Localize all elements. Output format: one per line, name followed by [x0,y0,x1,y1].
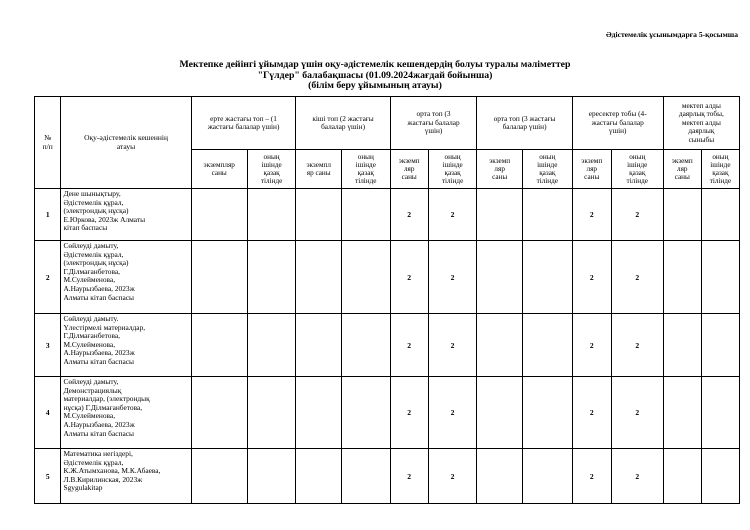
cell-value [663,241,701,314]
cell-value: 2 [572,314,611,377]
row-number: 1 [35,189,61,241]
table-row [35,241,740,314]
title-line-3: (білім беру ұйымының атауы) [308,80,442,92]
table-row [35,189,740,241]
title-line-2: "Гүлдер" балабақшасы (01.09.2024жағдай бойынша) [257,69,493,81]
group-header-middle-a: орта топ (3 жастағы балалар үшін) [390,97,477,150]
row-title: Сөйлеуді дамыту, Демонстрациялық материалдар, (электрондық нұсқа) Г.Ділмағанбетова, М.Сулейменова, А.Наурызбаева, 2023ж Алматы кітап баспасы [61,377,191,449]
group-header-middle-b: орта топ (3 жастағы балалар үшін) [477,97,572,150]
cell-value [663,314,701,377]
cell-value: 2 [390,241,428,314]
row-number: 4 [35,377,61,449]
cell-value: 2 [390,449,428,504]
cell-value: 2 [428,449,477,504]
subheader-copies: экземп ляр саны [390,150,428,189]
cell-value [477,241,523,314]
cell-value [477,189,523,241]
subheader-copies: экземпляр саны [191,150,247,189]
cell-value [247,241,296,314]
cell-value [247,314,296,377]
cell-value: 2 [428,314,477,377]
document-title [0,60,750,92]
title-line-1: Мектепке дейінгі ұйымдар үшін оқу-әдістемелік кешендердің болуы туралы мәліметтер [179,59,571,70]
row-title: Сөйлеуді дамыту. Үлестірмелі материалдар, Г.Ділмағанбетова, М.Сулейменова, А.Наурызбаева, 2023ж Алматы кітап баспасы [61,314,191,377]
cell-value [296,377,342,449]
subheader-copies: экземп ляр саны [663,150,701,189]
group-header-early: ерте жастағы топ – (1 жастағы балалар үшін) [191,97,296,150]
row-number: 5 [35,449,61,504]
cell-value [701,449,739,504]
cell-value: 2 [572,377,611,449]
group-header-preschool: мектеп алды даярлық тобы, мектеп алды даярлық сыныбы [663,97,739,150]
subheader-kazakh: оның ішінде қазақ тілінде [247,150,296,189]
cell-value [296,314,342,377]
cell-value: 2 [572,189,611,241]
subheader-copies: экземпл яр саны [296,150,342,189]
cell-value [701,241,739,314]
cell-value: 2 [611,241,663,314]
cell-value [247,449,296,504]
cell-value [191,189,247,241]
column-header-name: Оқу-әдістемелік кешеннің атауы [61,97,191,189]
cell-value [296,189,342,241]
cell-value: 2 [611,189,663,241]
group-header-senior: ересектер тобы (4- жастағы балалар үшін) [572,97,663,150]
cell-value [522,189,572,241]
cell-value [341,314,390,377]
column-header-number: № п/п [35,97,61,189]
table-row [35,314,740,377]
cell-value [247,189,296,241]
cell-value [701,314,739,377]
cell-value [522,377,572,449]
cell-value [522,314,572,377]
cell-value: 2 [390,189,428,241]
cell-value: 2 [390,314,428,377]
subheader-copies: экземп ляр саны [572,150,611,189]
cell-value: 2 [428,241,477,314]
subheader-copies: экземп ляр саны [477,150,523,189]
cell-value [477,377,523,449]
cell-value [522,241,572,314]
row-number: 2 [35,241,61,314]
cell-value [191,314,247,377]
cell-value [191,449,247,504]
cell-value: 2 [611,449,663,504]
cell-value [663,377,701,449]
cell-value: 2 [572,449,611,504]
cell-value [341,377,390,449]
cell-value [296,241,342,314]
cell-value [296,449,342,504]
resources-table [34,96,740,504]
cell-value: 2 [611,377,663,449]
row-title: Дене шынықтыру, Әдістемелік құрал, (электрондық нұсқа) Е.Юркова, 2023ж Алматы кітап баспасы [61,189,191,241]
cell-value [477,449,523,504]
cell-value: 2 [611,314,663,377]
subheader-kazakh: оның ішінде қазақ тілінде [522,150,572,189]
cell-value [477,314,523,377]
cell-value [247,377,296,449]
cell-value [341,241,390,314]
cell-value: 2 [428,189,477,241]
cell-value [701,377,739,449]
table-row [35,377,740,449]
cell-value [341,449,390,504]
subheader-kazakh: оның ішінде қазақ тілінде [611,150,663,189]
row-number: 3 [35,314,61,377]
table-row [35,449,740,504]
cell-value [191,377,247,449]
row-title: Сөйлеуді дамыту, Әдістемелік құрал, (электрондық нұсқа) Г.Ділмағанбетова, М.Сулейменова, А.Наурызбаева, 2023ж Алматы кітап баспасы [61,241,191,314]
cell-value: 2 [572,241,611,314]
subheader-kazakh: оның ішінде қазақ тілінде [341,150,390,189]
subheader-kazakh: оның ішінде қазақ тілінде [701,150,739,189]
cell-value [701,189,739,241]
subheader-kazakh: оның ішінде қазақ тілінде [428,150,477,189]
annex-label: Әдістемелік ұсынымдарға 5-қосымша [606,30,738,39]
cell-value [663,449,701,504]
cell-value [522,449,572,504]
cell-value: 2 [428,377,477,449]
group-header-junior: кіші топ (2 жастағы балалар үшін) [296,97,390,150]
cell-value [341,189,390,241]
cell-value [663,189,701,241]
cell-value: 2 [390,377,428,449]
row-title: Математика негіздері, Әдістемелік құрал, К.Ж.Атымханова, М.К.Абаева, Л.В.Кирилинская, 2023ж Sgygulakitap [61,449,191,504]
cell-value [191,241,247,314]
